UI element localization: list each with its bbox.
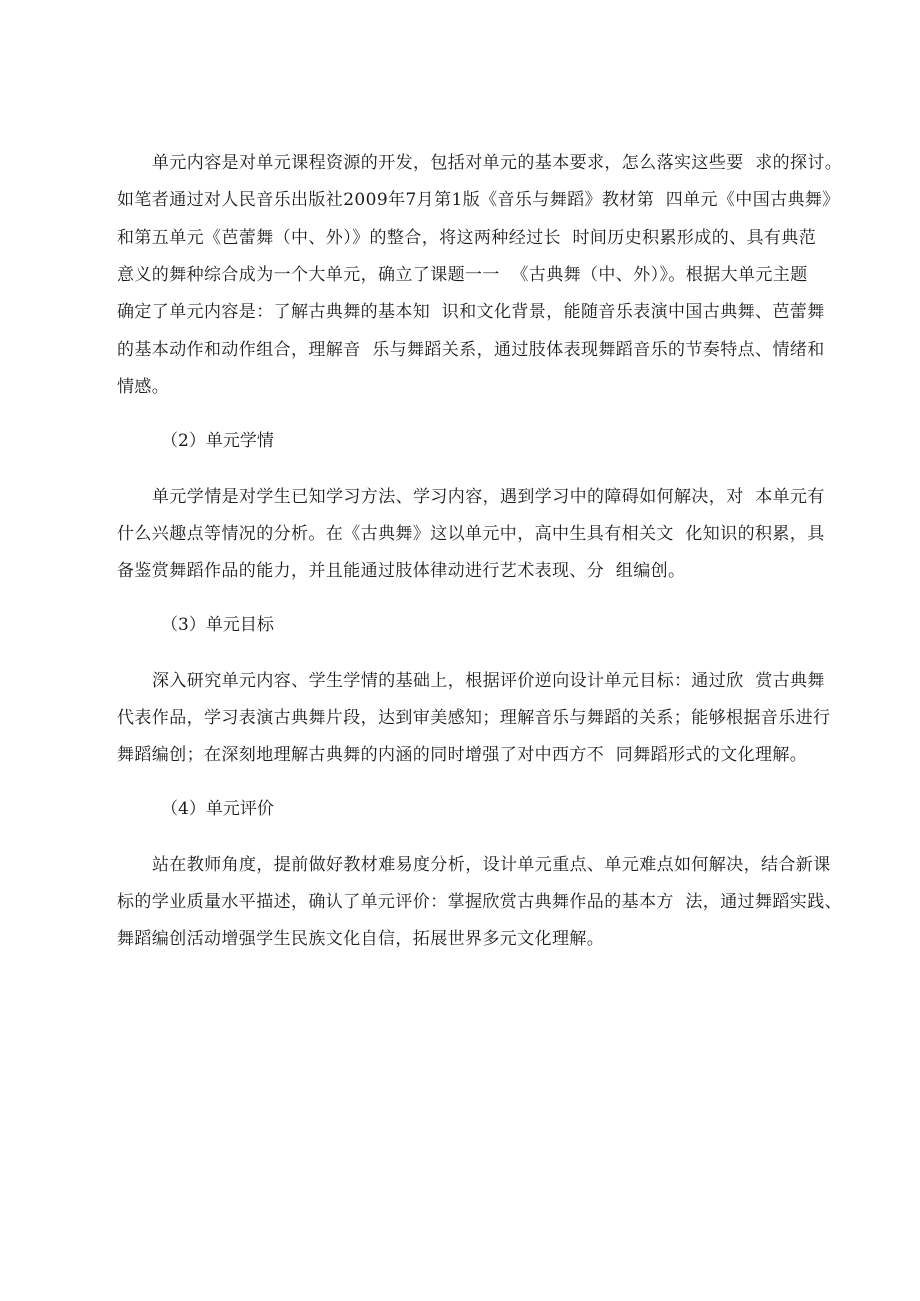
para2-line-3: 备鉴赏舞蹈作品的能力，并且能通过肢体律动进行艺术表现、分 组编创。 bbox=[117, 561, 686, 581]
para2-line-1: 单元学情是对学生已知学习方法、学习内容，遇到学习中的障碍如何解决，对 本单元有 bbox=[152, 487, 825, 507]
para1-line-5: 确定了单元内容是：了解古典舞的基本知 识和文化背景，能随音乐表演中国古典舞、芭蕾舞 bbox=[117, 302, 825, 322]
para3-line-1: 深入研究单元内容、学生学情的基础上，根据评价逆向设计单元目标：通过欣 赏古典舞 bbox=[152, 671, 825, 691]
section-heading-2: （2）单元学情 bbox=[161, 431, 274, 451]
para1-line-4: 意义的舞种综合成为一个大单元，确立了课题一一 《古典舞（中、外）》。根据大单元主题 bbox=[117, 265, 808, 285]
para3-line-3: 舞蹈编创；在深刻地理解古典舞的内涵的同时增强了对中西方不 同舞蹈形式的文化理解。 bbox=[117, 745, 808, 765]
para1-line-1: 单元内容是对单元课程资源的开发，包括对单元的基本要求，怎么落实这些要 求的探讨。 bbox=[152, 153, 843, 173]
para4-line-2: 标的学业质量水平描述，确认了单元评价：掌握欣赏古典舞作品的基本方 法，通过舞蹈实践、 bbox=[117, 892, 843, 912]
para1-line-6: 的基本动作和动作组合，理解音 乐与舞蹈关系，通过肢体表现舞蹈音乐的节奏特点、情绪和 bbox=[117, 340, 825, 360]
section-heading-3: （3）单元目标 bbox=[161, 615, 274, 635]
para1-line-7: 情感。 bbox=[117, 377, 170, 397]
para4-line-3: 舞蹈编创活动增强学生民族文化自信，拓展世界多元文化理解。 bbox=[117, 929, 605, 949]
section-heading-4: （4）单元评价 bbox=[161, 799, 274, 819]
para1-line-2: 如笔者通过对人民音乐出版社2009年7月第1版《音乐与舞蹈》教材第 四单元《中国古典舞》 bbox=[117, 190, 840, 210]
para3-line-2: 代表作品，学习表演古典舞片段，达到审美感知；理解音乐与舞蹈的关系；能够根据音乐进行 bbox=[117, 708, 831, 728]
para4-line-1: 站在教师角度，提前做好教材难易度分析，设计单元重点、单元难点如何解决，结合新课 bbox=[152, 855, 831, 875]
para2-line-2: 什么兴趣点等情况的分析。在《古典舞》这以单元中，高中生具有相关文 化知识的积累，具 bbox=[117, 524, 825, 544]
para1-line-3: 和第五单元《芭蕾舞（中、外）》的整合，将这两种经过长 时间历史积累形成的、具有典范 bbox=[117, 228, 817, 248]
